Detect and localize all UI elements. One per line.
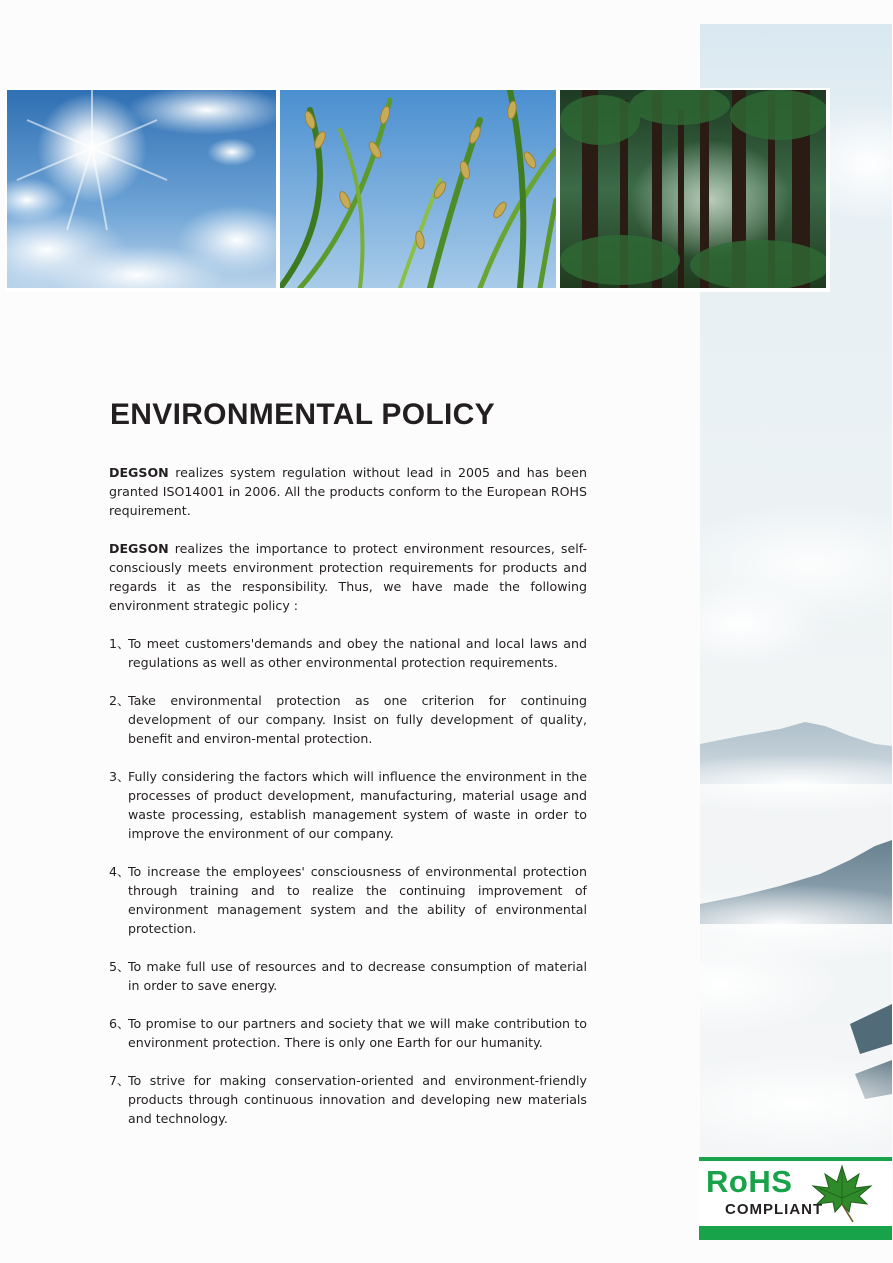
policy-list [109, 634, 587, 1128]
policy-item [109, 957, 587, 995]
policy-text: To promise to our partners and society that we will make contribution to environment protection. There is only one Earth for our humanity. [128, 1016, 587, 1050]
policy-item [109, 1071, 587, 1128]
brand-name: DEGSON [109, 541, 169, 556]
policy-number: 1、 [109, 636, 130, 651]
policy-item [109, 691, 587, 748]
intro-paragraph [109, 463, 587, 520]
policy-text: To meet customers'demands and obey the national and local laws and regulations as well as other environmental protection requirements. [128, 636, 587, 670]
policy-item [109, 634, 587, 672]
policy-text: Take environmental protection as one criterion for continuing development of our company. Insist on fully development of quality, benefit and environ-mental protection. [128, 693, 587, 746]
policy-body [109, 463, 587, 1147]
rohs-subtitle: COMPLIANT [725, 1201, 824, 1218]
policy-number: 3、 [109, 769, 130, 784]
brand-name: DEGSON [109, 465, 169, 480]
intro-text: realizes the importance to protect environment resources, self-consciously meets environment protection requirements for products and regards it as the responsibility. Thus, we have made the following environment strategic policy : [109, 541, 587, 613]
photo-strip [5, 88, 830, 292]
policy-number: 4、 [109, 864, 130, 879]
policy-number: 6、 [109, 1016, 130, 1031]
forest-photo [560, 90, 826, 288]
policy-number: 7、 [109, 1073, 130, 1088]
policy-text: Fully considering the factors which will influence the environment in the processes of product development, manufacturing, material usage and waste processing, establish management system of waste in order to improve the environment of our company. [128, 769, 587, 841]
sky-sun-photo [7, 90, 276, 288]
policy-item [109, 767, 587, 843]
policy-number: 2、 [109, 693, 130, 708]
intro-paragraph [109, 539, 587, 615]
rohs-badge [699, 1157, 892, 1240]
policy-item [109, 862, 587, 938]
rohs-bottom-bar [699, 1226, 892, 1240]
intro-text: realizes system regulation without lead in 2005 and has been granted ISO14001 in 2006. All the products conform to the European ROHS requirement. [109, 465, 587, 518]
rohs-title: RoHS [706, 1164, 793, 1199]
rice-plants-photo [280, 90, 556, 288]
policy-text: To increase the employees' consciousness of environmental protection through training and to realize the continuing improvement of environment management system and the ability of environmental protection. [128, 864, 587, 936]
page-title: ENVIRONMENTAL POLICY [110, 398, 495, 431]
policy-text: To make full use of resources and to decrease consumption of material in order to save energy. [128, 959, 587, 993]
policy-item [109, 1014, 587, 1052]
policy-number: 5、 [109, 959, 130, 974]
policy-text: To strive for making conservation-oriented and environment-friendly products through continuous innovation and developing new materials and technology. [128, 1073, 587, 1126]
maple-leaf-icon [811, 1162, 873, 1224]
rohs-top-bar [699, 1157, 892, 1161]
